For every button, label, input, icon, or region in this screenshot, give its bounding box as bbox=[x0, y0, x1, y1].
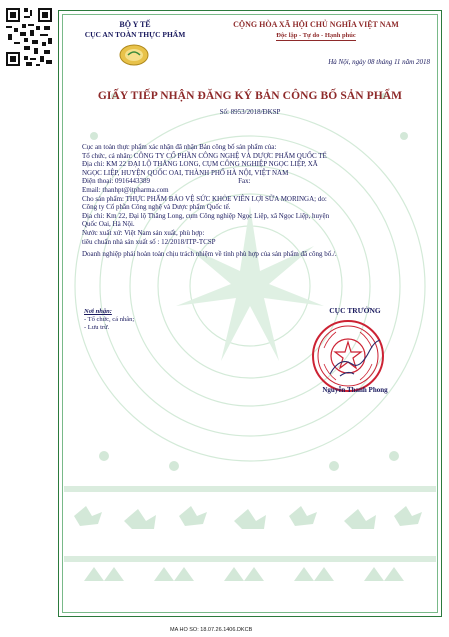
product-line-1: Cho sản phẩm: THỰC PHẨM BẢO VỆ SỨC KHỎE VIÊN LỢI SỮA MORINGA; do: bbox=[82, 194, 327, 203]
vfa-logo bbox=[118, 42, 150, 68]
motto-underline bbox=[276, 40, 356, 41]
recipient-item: - Lưu trữ. bbox=[84, 324, 110, 331]
responsibility-line: Doanh nghiệp phải hoàn toàn chịu trách nhiệm về tính phù hợp của sản phẩm đã công bố./. bbox=[82, 250, 337, 259]
recipients-heading: Nơi nhận: bbox=[84, 308, 112, 315]
standard-line: tiêu chuẩn nhà sản xuất số : 12/2018/ITP-TCSP bbox=[82, 237, 216, 246]
organization-line: Tổ chức, cá nhân: CÔNG TY CỔ PHẦN CÔNG NGHỆ VÀ DƯỢC PHẨM QUỐC TẾ bbox=[82, 151, 327, 160]
document-number: Số: 8953/2018/ĐKSP bbox=[219, 108, 281, 116]
intro-line: Cục an toàn thực phẩm xác nhận đã nhận Bản công bố sản phẩm của: bbox=[82, 143, 277, 151]
department-name: CỤC AN TOÀN THỰC PHẨM bbox=[84, 30, 186, 39]
address-line-2: NGỌC LIỆP, HUYỆN QUỐC OAI, THÀNH PHỐ HÀ NỘI, VIỆT NAM bbox=[82, 168, 289, 177]
signature-block bbox=[280, 306, 430, 315]
product-line-2: Công ty Cổ phần Công nghệ và Dược phẩm Quốc tế. bbox=[82, 203, 231, 212]
national-motto: Độc lập - Tự do - Hạnh phúc bbox=[276, 32, 356, 39]
phone: Điện thoại: 0916443389 bbox=[82, 177, 151, 186]
ministry-name: BỘ Y TẾ bbox=[119, 20, 151, 29]
dossier-code: MA HO SO: 18.07.26.1406.DKCB bbox=[170, 627, 253, 633]
document-title: GIẤY TIẾP NHẬN ĐĂNG KÝ BẢN CÔNG BỐ SẢN PHẨM bbox=[97, 90, 403, 102]
document-body bbox=[82, 143, 427, 259]
contact-line bbox=[82, 177, 427, 186]
maker-address-line-1: Địa chỉ: Km 22, Đại lộ Thăng Long, cụm Công nghiệp Ngọc Liệp, xã Ngọc Liệp, huyện bbox=[82, 211, 330, 220]
origin-line: Nước xuất xứ: Việt Nam sản xuất, phù hợp: bbox=[82, 228, 205, 237]
email-line: Email: thanhpt@itpharma.com bbox=[82, 185, 169, 194]
official-seal-icon bbox=[310, 318, 386, 394]
signer-name: Nguyễn Thanh Phong bbox=[322, 386, 388, 394]
signer-role: CỤC TRƯỞNG bbox=[329, 306, 381, 315]
address-line-1: Địa chỉ: KM 22 ĐẠI LỘ THĂNG LONG, CỤM CÔNG NGHIỆP NGỌC LIỆP, XÃ bbox=[82, 160, 318, 169]
country-name: CỘNG HÒA XÃ HỘI CHỦ NGHĨA VIỆT NAM bbox=[233, 20, 399, 29]
issue-date: Hà Nội, ngày 08 tháng 11 năm 2018 bbox=[328, 58, 430, 66]
qr-code bbox=[4, 6, 54, 68]
maker-address-line-2: Quốc Oai, Hà Nội. bbox=[82, 220, 135, 229]
recipients-block bbox=[84, 308, 204, 332]
ministry-header bbox=[70, 20, 200, 39]
recipient-item: - Tổ chức, cá nhân; bbox=[84, 316, 135, 323]
national-header bbox=[200, 20, 432, 41]
fax: Fax: bbox=[238, 177, 251, 186]
